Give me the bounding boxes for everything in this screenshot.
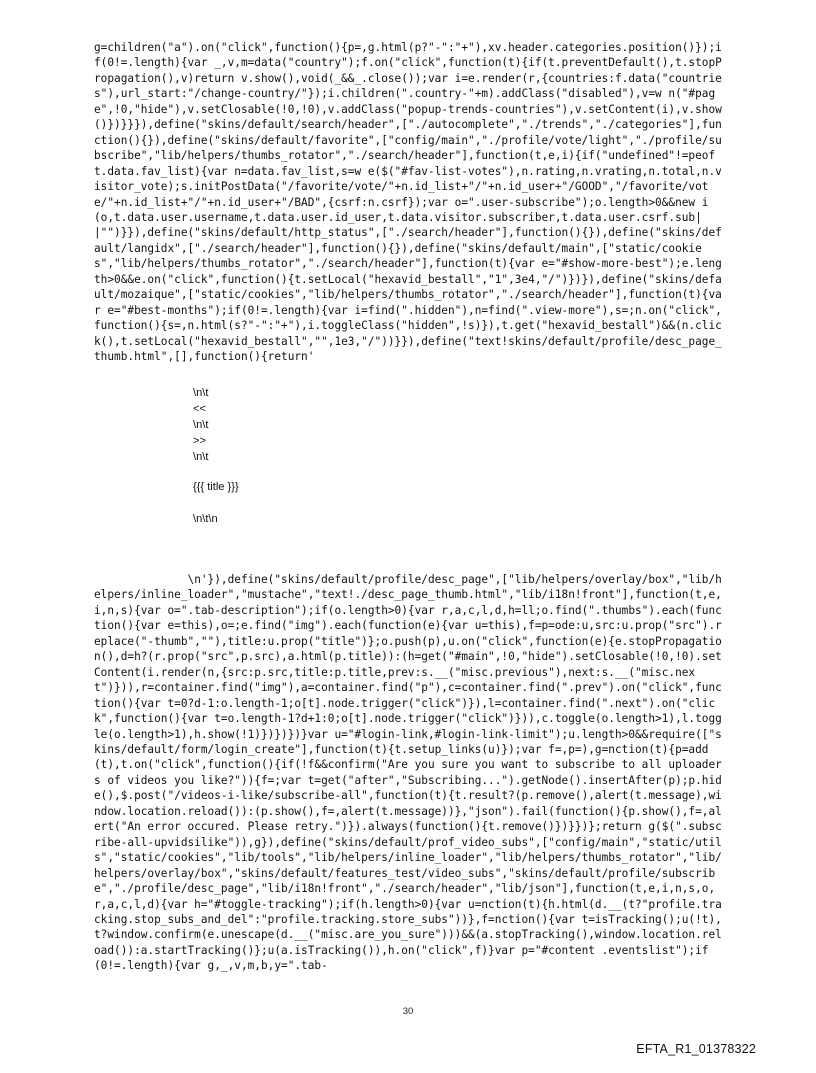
template-line: \n\t <box>193 451 209 463</box>
template-line: \n\t\n <box>193 513 218 525</box>
code-text-bottom: \n'}),define("skins/default/profile/desc_page",["lib/helpers/overlay/box","lib/helpers/inline_loader","mustache","text!./desc_page_thumb.html","lib/i18n!front"],function(t,e,i,n,s){var o=".tab-description");if(o.length>0){var r,a,c,l,d,h=ll;o.find(".thumbs").each(function(){var e=this),o=;e.find("img").each(function(e){var u=this),f=p=ode:u,src:u.prop("src").replace("-thumb",""),title:u.prop("title")};o.push(p),u.on("click",function(e){e.stopPropagation(),d=h?(r.prop("src",p.src),a.html(p.title)):(h=get("#main",!0,"hide").setClosable(!0,!0).setContent(i.render(n,{src:p.src,title:p.title,prev:s.__("misc.previous"),next:s.__("misc.next")})),r=container.find("img"),a=container.find("p"),c=container.find(".prev").on("click",function(){var t=0?d-1:o.length-1;o[t].node.trigger("click")}),l=container.find(".next").on("click",function(){var t=o.length-1?d+1:0;o[t].node.trigger("click")})),c.toggle(o.length>1),l.toggle(o.length>1),h.show(!1)})})})}var u="#login-link,#login-link-limit");u.length>0&&require(["skins/default/form/login_create"],function(t){t.setup_links(u)});var f=,p=),g=nction(t){p=add(t),t.on("click",function(){if(!f&&confirm("Are you sure you want to subscribe to all uploaders of videos you like?")){f=;var t=get("after","Subscribing...").getNode().insertAfter(p);p.hide(),$.post("/videos-i-like/subscribe-all",function(t){t.result?(p.remove(),alert(t.message),window.location.reload()):(p.show(),f=,alert(t.message))},"json").fail(function(){p.show(),f=,alert("An error occured. Please retry.")}).always(function(){t.remove()})}})};return g($(".subscribe-all-upvidsilike")),g}),define("skins/default/prof_video_subs",["config/main","static/utils","static/cookies","lib/tools","lib/helpers/inline_loader","lib/helpers/thumbs_rotator","lib/helpers/overlay/box","skins/default/features_test/video_subs","skins/default/profile/subscribe","./profile/desc_page","lib/i18n!front","./search/header","lib/json"],function(t,e,i,n,s,o,r,a,c,l,d){var h="#toggle-tracking");if(h.length>0){var u=nction(t){h.html(d.__(t?"profile.tracking.stop_subs_and_del":"profile.tracking.store_subs"))},f=nction(){var t=isTracking();u(!t),t?window.confirm(e.unescape(d.__("misc.are_you_sure")))&&(a.stopTracking(),window.location.reload()):a.startTracking()};u(a.isTracking()),h.on("click",f)}var p="#content .eventslist");if(0!=.length){var g,_,v,m,b,y=".tab- <box>94 573 722 973</box>
page-number: 30 <box>402 1006 414 1017</box>
template-line: >> <box>193 435 206 447</box>
code-text-top: g=children("a").on("click",function(){p=,g.html(p?"-":"+"),xv.header.categories.position()});if(0!=.length){var _,v,m=data("country");f.on("click",function(t){if(t.preventDefault(),t.stopPropagation(),v)return v.show(),void(_&&_.close());var i=e.render(r,{countries:f.data("countries"),url_start:"/change-country/"});i.children(".country-"+m).addClass("disabled"),v=w n("#page",!0,"hide"),v.setClosable(!0,!0),v.addClass("popup-trends-countries"),v.setContent(i),v.show()})}}}),define("skins/default/search/header",["./autocomplete","./trends","./categories"],function(){}),define("skins/default/favorite",["config/main","./profile/vote/light","./profile/subscribe","lib/helpers/thumbs_rotator","./search/header"],function(t,e,i){if("undefined"!=peof t.data.fav_list){var n=data.fav_list,s=w e($("#fav-list-votes"),n.rating,n.vrating,n.total,n.visitor_vote);s.initPostData("/favorite/vote/"+n.id_list+"/"+n.id_user+"/GOOD","/favorite/vote/"+n.id_list+"/"+n.id_user+"/BAD",{csrf:n.csrf});var o=".user-subscribe");o.length>0&&new i(o,t.data.user.username,t.data.user.id_user,t.data.visitor.subscriber,t.data.user.csrf.sub||"")}}),define("skins/default/http_status",["./search/header"],function(){}),define("skins/default/langidx",["./search/header"],function(){}),define("skins/default/main",["static/cookies","lib/helpers/thumbs_rotator","./search/header"],function(t){var e="#show-more-best");e.length>0&&e.on("click",function(){t.setLocal("hexavid_bestall","1",3e4,"/")})}),define("skins/default/mozaique",["static/cookies","lib/helpers/thumbs_rotator","./search/header"],function(t){var e="#best-months");if(0!=.length){var i=find(".hidden"),n=find(".view-more"),s=;n.on("click",function(){s=,n.html(s?"-":"+"),i.toggleClass("hidden",!s)}),t.get("hexavid_bestall")&&(n.click(),t.setLocal("hexavid_bestall","",1e3,"/"))}}),define("text!skins/default/profile/desc_page_thumb.html",[],function(){return' <box>94 41 722 364</box>
template-line: \n\t <box>193 419 209 431</box>
template-line: {{{ title }}} <box>193 481 239 493</box>
template-line: \n\t <box>193 387 209 399</box>
template-line: << <box>193 403 206 415</box>
bates-identifier: EFTA_R1_01378322 <box>636 1042 756 1056</box>
